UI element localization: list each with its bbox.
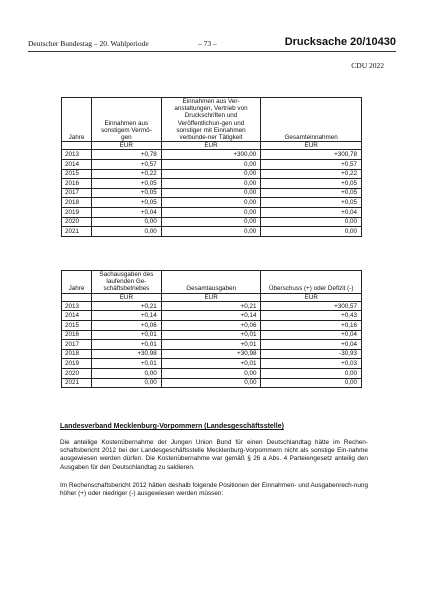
value-cell: 0,00 [91, 227, 161, 237]
value-cell: +0,57 [91, 160, 161, 170]
value-cell: +0,01 [161, 340, 261, 350]
paragraph: Die anteilige Kostenübernahme der Jungen Union Bund für einen Deutschlandtag hätte im Rechen-schaftsbericht 2012 bei der Landesgeschäftsstelle Mecklenburg-Vorpommern nicht als sonstige Ein-nahme ausgewiesen werden dürfen. Die Kostenübernahme war gemäß § 26 a Abs. 4 Parteiengesetz anteilig den Ausgaben für den Deutschlandtag zu saldieren. [60, 439, 368, 471]
value-cell: 0,00 [161, 179, 261, 189]
column-header: Einnahmen aus Ver-anstaltungen, Vertrieb von Druckschriften und Veröffentlichun-gen und sonstiger mit Einnahmen verbunde-ner Tätigkeit [161, 98, 261, 142]
year-cell: 2018 [62, 198, 92, 208]
value-cell: 0,00 [161, 160, 261, 170]
year-cell: 2017 [62, 188, 92, 198]
value-cell: +0,01 [161, 330, 261, 340]
value-cell: +30,98 [161, 349, 261, 359]
value-cell: +0,14 [161, 311, 261, 321]
page-header [28, 36, 396, 50]
table-row [62, 169, 362, 179]
value-cell: 0,00 [261, 227, 362, 237]
party-year-label: CDU 2022 [351, 61, 384, 70]
unit-row [62, 293, 362, 301]
table-row [62, 368, 362, 378]
value-cell: +0,04 [261, 330, 362, 340]
year-cell: 2016 [62, 330, 92, 340]
table-header-row [62, 98, 362, 142]
value-cell: +0,05 [91, 179, 161, 189]
unit-cell: EUR [261, 142, 362, 150]
value-cell: +0,57 [261, 160, 362, 170]
year-cell: 2019 [62, 359, 92, 369]
table-header-row [62, 271, 362, 294]
value-cell: +0,21 [91, 301, 161, 311]
paragraph: Im Rechenschaftsbericht 2012 hätten deshalb folgende Positionen der Einnahmen- und Ausgabenrech-nung höher (+) oder niedriger (-) ausgewiesen werden müssen: [60, 482, 368, 498]
table-row [62, 150, 362, 160]
value-cell: +0,01 [91, 340, 161, 350]
value-cell: +0,05 [261, 179, 362, 189]
value-cell: +0,21 [161, 301, 261, 311]
year-cell: 2013 [62, 150, 92, 160]
value-cell: +0,05 [91, 198, 161, 208]
value-cell: 0,00 [161, 227, 261, 237]
table-row [62, 311, 362, 321]
year-cell: 2015 [62, 321, 92, 331]
table-row [62, 160, 362, 170]
value-cell: 0,00 [161, 368, 261, 378]
value-cell: +0,05 [91, 188, 161, 198]
expense-table [61, 270, 362, 388]
value-cell: 0,00 [91, 217, 161, 227]
year-cell: 2015 [62, 169, 92, 179]
year-cell: 2016 [62, 179, 92, 189]
value-cell: +0,05 [261, 188, 362, 198]
year-cell: 2021 [62, 227, 92, 237]
header-publication: Deutscher Bundestag – 20. Wahlperiode [28, 39, 149, 48]
section-title: Landesverband Mecklenburg-Vorpommern (Landesgeschäftsstelle) [60, 423, 284, 430]
value-cell: +300,00 [161, 150, 261, 160]
value-cell: 0,00 [91, 378, 161, 388]
value-cell: 0,00 [161, 188, 261, 198]
unit-cell: EUR [261, 293, 362, 301]
value-cell: +0,43 [261, 311, 362, 321]
value-cell: +300,78 [261, 150, 362, 160]
unit-cell: EUR [91, 293, 161, 301]
table-row [62, 179, 362, 189]
unit-cell: EUR [91, 142, 161, 150]
table-row [62, 340, 362, 350]
year-cell: 2017 [62, 340, 92, 350]
value-cell: +0,05 [261, 198, 362, 208]
value-cell: +0,06 [161, 321, 261, 331]
value-cell: +0,78 [91, 150, 161, 160]
value-cell: +0,01 [161, 359, 261, 369]
table-row [62, 321, 362, 331]
value-cell: +0,04 [91, 207, 161, 217]
column-header: Jahre [62, 98, 92, 142]
value-cell: 0,00 [261, 368, 362, 378]
year-cell: 2021 [62, 378, 92, 388]
year-cell: 2020 [62, 368, 92, 378]
income-table [61, 97, 362, 237]
value-cell: 0,00 [91, 368, 161, 378]
unit-cell: EUR [161, 142, 261, 150]
year-cell: 2019 [62, 207, 92, 217]
year-cell: 2020 [62, 217, 92, 227]
column-header: Einnahmen aus sonstigem Vermö-gen [91, 98, 161, 142]
value-cell: +0,22 [261, 169, 362, 179]
year-cell: 2018 [62, 349, 92, 359]
column-header: Jahre [62, 271, 92, 294]
value-cell: +0,03 [261, 359, 362, 369]
column-header: Überschuss (+) oder Defizit (-) [261, 271, 362, 294]
value-cell: +0,04 [261, 207, 362, 217]
value-cell: +0,22 [91, 169, 161, 179]
value-cell: +0,14 [91, 311, 161, 321]
value-cell: +0,16 [261, 321, 362, 331]
unit-cell [62, 142, 92, 150]
year-cell: 2014 [62, 160, 92, 170]
header-rule [28, 51, 396, 52]
value-cell: +30,98 [91, 349, 161, 359]
document-number: Drucksache 20/10430 [284, 36, 396, 48]
table-row [62, 188, 362, 198]
value-cell: 0,00 [161, 169, 261, 179]
table-row [62, 301, 362, 311]
table-row [62, 227, 362, 237]
column-header: Gesamtausgaben [161, 271, 261, 294]
value-cell: 0,00 [161, 217, 261, 227]
table-row [62, 217, 362, 227]
year-cell: 2014 [62, 311, 92, 321]
unit-row [62, 142, 362, 150]
year-cell: 2013 [62, 301, 92, 311]
table-row [62, 349, 362, 359]
value-cell: +0,06 [91, 321, 161, 331]
page-number: – 73 – [198, 39, 217, 48]
table-row [62, 359, 362, 369]
unit-cell: EUR [161, 293, 261, 301]
value-cell: 0,00 [161, 378, 261, 388]
value-cell: +0,01 [91, 330, 161, 340]
value-cell: +0,01 [91, 359, 161, 369]
column-header: Gesamteinnahmen [261, 98, 362, 142]
unit-cell [62, 293, 92, 301]
value-cell: 0,00 [161, 207, 261, 217]
value-cell: +0,04 [261, 340, 362, 350]
value-cell: 0,00 [261, 378, 362, 388]
value-cell: +300,57 [261, 301, 362, 311]
value-cell: 0,00 [161, 198, 261, 208]
table-row [62, 378, 362, 388]
value-cell: 0,00 [261, 217, 362, 227]
table-row [62, 198, 362, 208]
value-cell: -30,93 [261, 349, 362, 359]
column-header: Sachausgaben des laufenden Ge-schäftsbetriebes [91, 271, 161, 294]
table-row [62, 330, 362, 340]
table-row [62, 207, 362, 217]
